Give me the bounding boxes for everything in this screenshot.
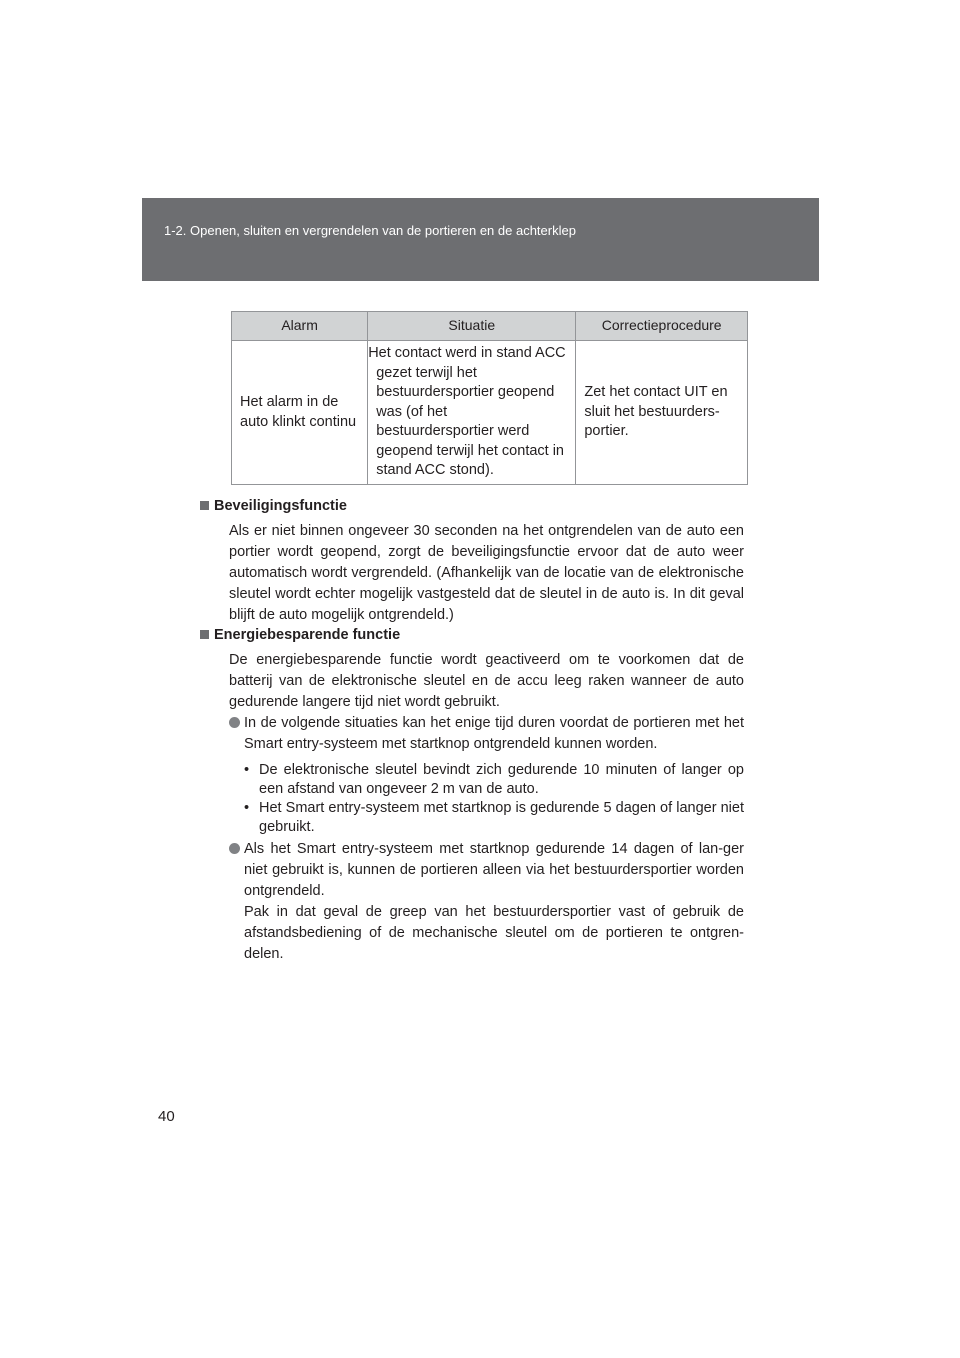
cell-correctie: Zet het contact UIT en sluit het bestuurders-portier. bbox=[576, 341, 748, 485]
page-number: 40 bbox=[158, 1108, 175, 1125]
section-title-security: Beveiligingsfunctie bbox=[214, 496, 744, 517]
energy-text: De energiebesparende functie wordt geactiveerd om te voorkomen dat de batterij van de elektronische sleutel en de accu leeg raken wanneer de auto gedurende langere tijd niet wordt gebruikt. bbox=[229, 652, 744, 710]
alarm-table bbox=[231, 311, 748, 485]
section-title-energy: Energiebesparende functie bbox=[214, 625, 744, 646]
bullet-dot-icon: • bbox=[244, 762, 250, 778]
list-item: • De elektronische sleutel bevindt zich gedurende 10 minuten of langer op een afstand van ongeveer 2 m van de auto. bbox=[244, 762, 744, 797]
bullet-dot-icon: • bbox=[244, 800, 250, 816]
list-item: • Het Smart entry-systeem met startknop is gedurende 5 dagen of langer niet gebruikt. bbox=[244, 800, 744, 835]
circle-bullet-icon bbox=[229, 843, 240, 854]
list-item: In de volgende situaties kan het enige tijd duren voordat de portieren met het Smart entry-systeem met startknop ontgrendeld kunnen worden. bbox=[229, 713, 744, 755]
table-header-row bbox=[232, 312, 748, 341]
column-header-situatie: Situatie bbox=[368, 312, 576, 341]
section-energy bbox=[214, 625, 744, 713]
section-security bbox=[214, 496, 744, 626]
breadcrumb: 1-2. Openen, sluiten en vergrendelen van de portieren en de achterklep bbox=[164, 223, 576, 238]
chapter-header bbox=[142, 198, 819, 281]
square-bullet-icon bbox=[200, 630, 209, 639]
circle-bullet-icon bbox=[229, 717, 240, 728]
table-row bbox=[232, 341, 748, 485]
square-bullet-icon bbox=[200, 501, 209, 510]
column-header-correctie: Correctieprocedure bbox=[576, 312, 748, 341]
column-header-alarm: Alarm bbox=[232, 312, 368, 341]
cell-situatie: Het contact werd in stand ACC gezet terwijl het bestuurdersportier geopend was (of het bestuurdersportier werd geopend terwijl het contact in stand ACC stond). bbox=[368, 341, 576, 485]
cell-alarm: Het alarm in de auto klinkt continu bbox=[232, 341, 368, 485]
list-item: Als het Smart entry-systeem met startknop gedurende 14 dagen of lan-ger niet gebruikt is, kunnen de portieren alleen via het bestuurdersportier worden ontgrendeld. Pak in dat geval de greep van het bestuurdersportier vast of gebruik de afstandsbediening of de mechanische sleutel om de portieren te ontgren-delen. bbox=[229, 839, 744, 965]
security-text: Als er niet binnen ongeveer 30 seconden na het ontgrendelen van de auto een portier wordt geopend, zorgt de beveiligingsfunctie ervoor dat de auto weer automatisch wordt vergrendeld. (Afhankelijk van de locatie van de elektronische sleutel wordt echter mogelijk vastgesteld dat de sleutel in de auto is. In dit geval blijft de auto mogelijk ontgrendeld.) bbox=[229, 523, 744, 623]
